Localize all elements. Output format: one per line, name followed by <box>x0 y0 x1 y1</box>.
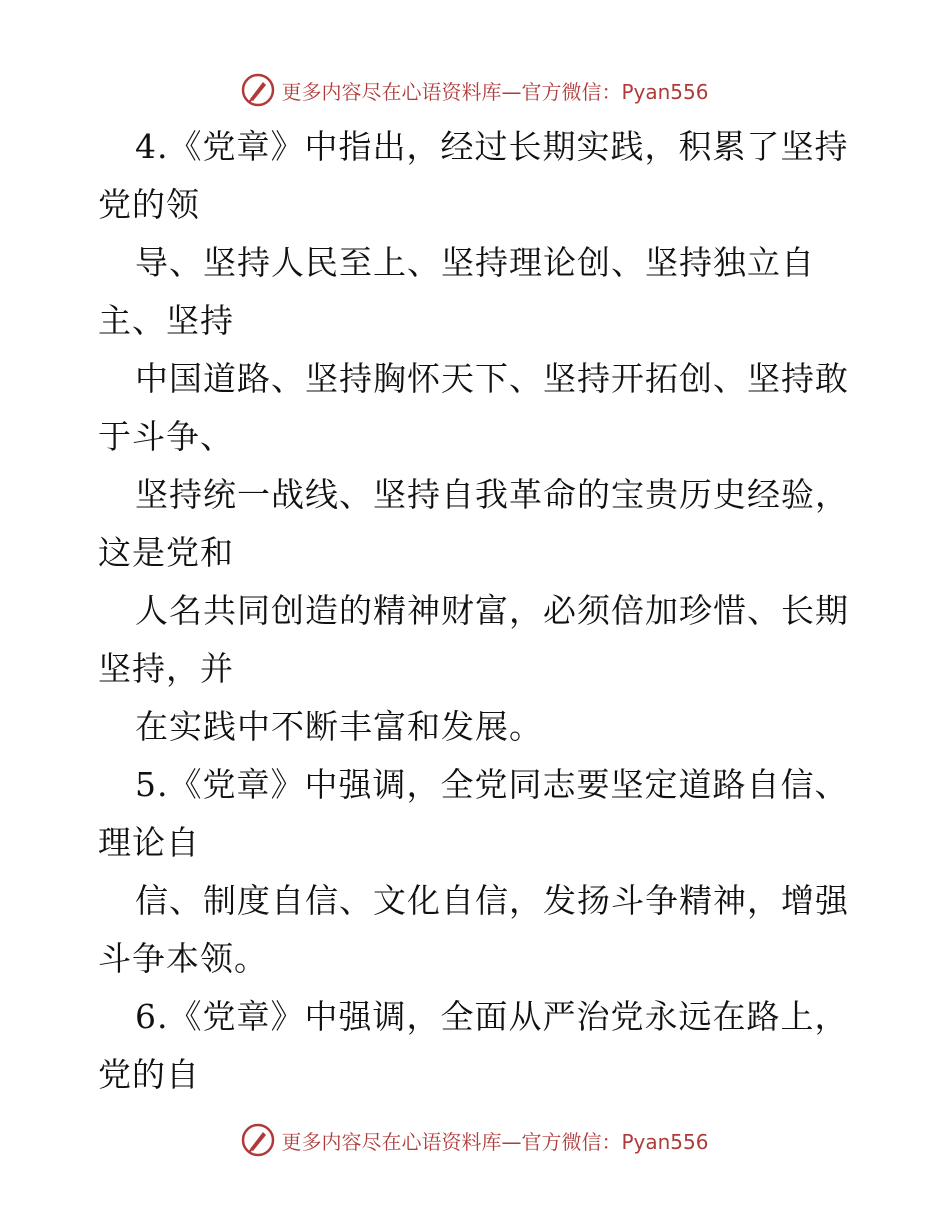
text-line: 党的领 <box>98 185 200 224</box>
text-line: 6.《党章》中强调，全面从严治党永远在路上， <box>135 997 849 1036</box>
text-line: 信、制度自信、文化自信，发扬斗争精神，增强 <box>135 881 849 920</box>
text-line: 坚持，并 <box>98 649 234 688</box>
text-line: 导、坚持人民至上、坚持理论创、坚持独立自 <box>135 243 815 282</box>
banner-text: 更多内容尽在心语资料库—官方微信：Pyan556 <box>281 1129 709 1154</box>
text-line: 斗争本领。 <box>98 939 268 978</box>
text-line: 4.《党章》中指出，经过长期实践，积累了坚持 <box>135 127 849 166</box>
quill-pen-icon <box>241 73 275 107</box>
footer-banner <box>0 1120 950 1160</box>
text-line: 中国道路、坚持胸怀天下、坚持开拓创、坚持敢 <box>135 359 849 398</box>
text-line: 5.《党章》中强调，全党同志要坚定道路自信、 <box>135 765 849 804</box>
text-line: 这是党和 <box>98 533 234 572</box>
text-line: 人名共同创造的精神财富，必须倍加珍惜、长期 <box>135 591 849 630</box>
text-line: 理论自 <box>98 823 200 862</box>
text-line: 在实践中不断丰富和发展。 <box>135 707 543 746</box>
text-line: 主、坚持 <box>98 301 234 340</box>
header-banner <box>0 70 950 110</box>
text-line: 于斗争、 <box>98 417 234 456</box>
banner-text: 更多内容尽在心语资料库—官方微信：Pyan556 <box>281 79 709 104</box>
document-body <box>98 118 858 1104</box>
quill-pen-icon <box>241 1123 275 1157</box>
text-line: 党的自 <box>98 1055 200 1094</box>
text-line: 坚持统一战线、坚持自我革命的宝贵历史经验， <box>135 475 849 514</box>
